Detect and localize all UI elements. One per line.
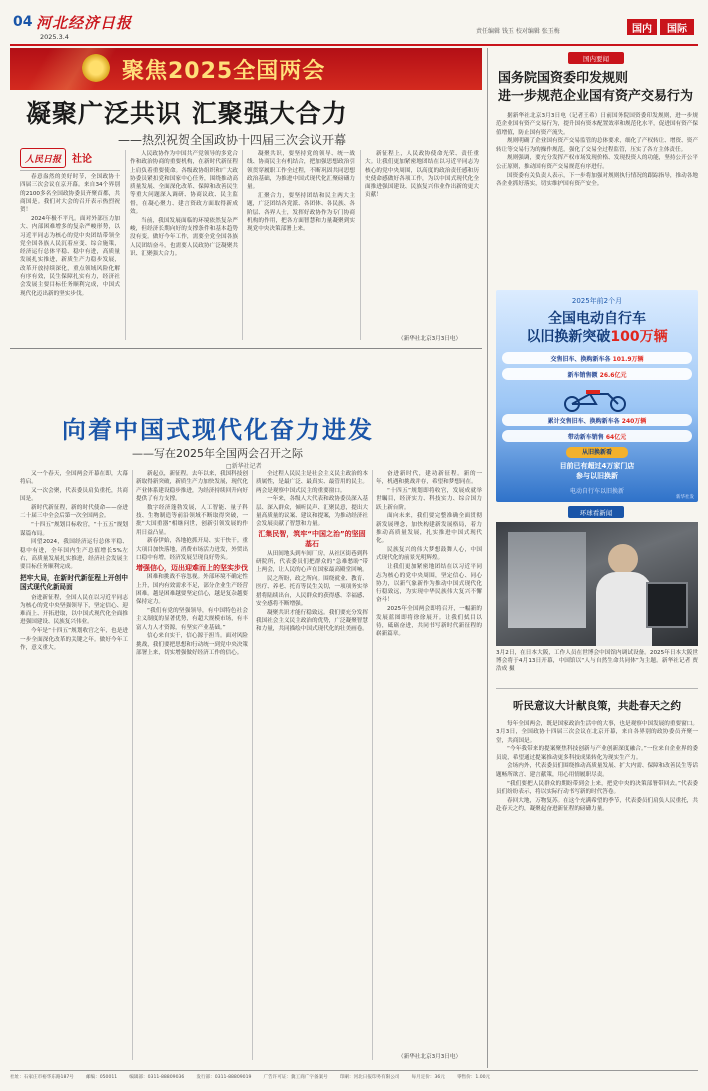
right-bottom-paragraph: 会场内外，代表委员们围绕推动高质量发展、扩大内需、保障和改善民生等话题畅所欲言、建言献策，用心用情履职尽责。 [496, 763, 698, 778]
footer-editorial-phone: 编辑部：0311-88809036 [129, 1075, 185, 1080]
lead-paragraph: 汇聚合力，要坚持团结和民主两大主题，广泛团结各党派、各团体、各民族、各阶层、各界人士，发挥好政协作为专门协商机构的作用，把各方面智慧和力量凝聚到实现党中央决策部署上来。 [247, 192, 355, 233]
feature-paragraph: 新时代新征程，新的时代使命——奋进二十届三中全会后第一次全国两会。 [20, 505, 128, 520]
column-divider [252, 470, 253, 1060]
photo-person-body-shape [596, 572, 652, 646]
lead-paragraph: 春意盎然的美好时节，全国政协十四届三次会议在京开幕。来自34个界别的2100多名全国政协委员齐聚首都，共商国是。我们对大会的召开表示热烈祝贺！ [20, 174, 120, 214]
feature-column-1 [20, 470, 128, 1062]
infographic-title-2 [496, 326, 698, 346]
right-top-paragraph: 规则明确了企业国有资产交易监管的总体要求，细化了产权转让、增资、资产转让等交易行为的操作规范，强化了交易全过程监管，压实了各方主体责任。 [496, 138, 698, 153]
feature-paragraph: 今年是“十四五”规划收官之年，也是进一步全面深化改革的关键之年。做好今年工作，意义重大。 [20, 628, 128, 651]
feature-paragraph: “我们有党的坚强领导，有中国特色社会主义制度的显著优势，有超大规模市场，有丰富人力人才资源，有坚实产业基础。” [136, 607, 248, 631]
feature-paragraph: 从田间地头到车间厂房，从社区街巷到科研院所，代表委员们把群众的“急难愁盼”带上两会，让人民的心声在国家最高殿堂回响。 [256, 550, 368, 574]
lead-column-3 [247, 150, 355, 343]
stat-label: 新车销售额 [567, 371, 598, 379]
feature-paragraph: 新起点，新征程。去年以来，我国科技创新取得新突破，新质生产力加快发展，现代化产业体系建设稳步推进，为经济持续回升向好提供了有力支撑。 [136, 471, 248, 502]
feature-paragraph: 让我们更加紧密地团结在以习近平同志为核心的党中央周围，坚定信心、同心协力，以新气象新作为推动中国式现代化行稳致远，为实现中华民族伟大复兴不懈奋斗！ [376, 564, 482, 604]
right-bottom-paragraph: “我们要把人民群众的期盼带到会上来，把党中央的决策部署带回去。”代表委员们纷纷表示，将以实际行动书写新的时代答卷。 [496, 780, 698, 795]
infographic-title-2-prefix: 以旧换新突破 [526, 329, 611, 345]
feature-paragraph: 信心来自实干，信心源于担当。面对风险挑战，我们要把思想和行动统一到党中央决策部署上来，切实增强做好经济工作的信心。 [136, 633, 248, 656]
right-top-body [496, 112, 698, 287]
peoples-daily-logo [20, 148, 66, 168]
stat-value: 240万辆 [621, 417, 647, 425]
banner-title: 聚焦2025全国两会 [122, 59, 326, 84]
feature-paragraph: 新春伊始，各地抢抓开局、实干快干。重大项目加快落地，消费市场活力迸发，外贸出口稳中有增，经济发展呈现良好势头。 [136, 538, 248, 561]
feature-paragraph: “十四五”规划即将收官，发展成就举世瞩目，经济实力、科技实力、综合国力跃上新台阶。 [376, 488, 482, 511]
right-top-paragraph: 规则强调，要充分发挥产权市场发现价格、发现投资人的功能，坚持公开公平公正原则，推动国有资产交易规范有序进行。 [496, 155, 698, 170]
right-top-tag-label: 国内要闻 [583, 54, 609, 63]
stat-label: 累计交售旧车、换购新车各 [547, 417, 620, 425]
column-label: 社论 [72, 154, 92, 165]
feature-paragraph: 奋进新征程，全国人民在以习近平同志为核心的党中央坚强领导下，坚定信心、迎难而上、开拓进取，以中国式现代化全面推进强国建设、民族复兴伟业。 [20, 594, 128, 626]
feature-byline: □新华社记者 [226, 463, 262, 470]
stat-value: 26.6亿元 [599, 371, 627, 379]
feature-paragraph: 一年来，各级人大代表和政协委员深入基层、深入群众，倾听民声、汇聚民意，提出大量高质量的议案、建议和提案，为推动经济社会发展贡献了智慧和力量。 [256, 496, 368, 528]
feature-column-3 [256, 470, 368, 1062]
feature-paragraph: “十四五”规划目标收官，“十五五”规划谋篇布局。 [20, 522, 128, 537]
right-bottom-paragraph: 每年全国两会，既是国家政治生活中的大事，也是观察中国发展的重要窗口。3月3日，全国政协十四届三次会议在北京开幕，来自各界别的政协委员齐聚一堂，共商国是。 [496, 721, 698, 744]
lead-column-2 [130, 150, 238, 343]
section-tab-international-label: 国际 [667, 23, 687, 35]
right-photo-tag [568, 506, 624, 518]
stat-value: 64亿元 [605, 433, 627, 441]
section-tab-domestic-label: 国内 [632, 23, 652, 35]
paper-name: 河北经济日报 [36, 14, 133, 32]
feature-paragraph: 民之所盼，政之所向。围绕就业、教育、医疗、养老、托育等民生关切，一项项务实举措将陆续出台，人民群众的获得感、幸福感、安全感将不断增强。 [256, 575, 368, 607]
expo-photo [496, 522, 698, 646]
issue-date: 2025.3.4 [40, 33, 69, 41]
stat-value: 101.9万辆 [612, 355, 644, 363]
photo-caption: 3月2日，在日本大阪，工作人员在世博会中国馆内调试设备。2025年日本大阪世博会将于4月13日开幕，中国馆以“人与自然生命共同体”为主题。新华社记者 贾浩成 摄 [496, 650, 698, 672]
feature-paragraph: 奋进新时代，建功新征程。新的一年，机遇和挑战并存，希望和梦想同在。 [376, 471, 482, 486]
footer-address: 社址：石家庄市裕华东路187号 [10, 1075, 74, 1080]
feature-subhead-red: 汇集民智，筑牢“中国之治”的坚固基石 [258, 530, 366, 549]
column-divider [125, 150, 126, 340]
trade-in-infographic [496, 290, 698, 502]
lead-paragraph: 凝聚共识，要坚持党的领导、统一战线、协商民主有机结合，把加强思想政治引领贯穿履职工作全过程，不断巩固共同思想政治基础，为推进中国式现代化汇聚磅礴力量。 [247, 151, 355, 191]
right-photo-tag-label: 环球看新闻 [579, 508, 613, 517]
infographic-title-1: 全国电动自行车 [548, 311, 646, 327]
right-column-divider [487, 48, 488, 1068]
infographic-credit: 新华社发 [676, 495, 694, 500]
right-top-tag [568, 52, 624, 64]
right-bottom-headline: 听民意议大计献良策，共赴春天之约 [513, 700, 681, 712]
feature-paragraph: 民族复兴的伟大梦想鼓舞人心，中国式现代化的前景光明辉煌。 [376, 547, 482, 562]
feature-paragraph: 数字经济蓬勃发展，人工智能、量子科技、生物制造等前沿领域不断取得突破，一批“大国重器”相继问世，创新引领发展的作用日益凸显。 [136, 504, 248, 536]
infographic-title-2-number: 100万辆 [610, 329, 668, 345]
column-divider [242, 150, 243, 340]
footer-printer: 印刷：河北日报印务有限公司 [339, 1075, 400, 1080]
lead-signature: （新华社北京3月3日电） [398, 336, 462, 342]
lead-headline: 凝聚广泛共识 汇聚强大合力 [26, 99, 348, 128]
lead-subheadline: ——热烈祝贺全国政协十四届三次会议开幕 [118, 133, 347, 147]
right-bottom-body [496, 720, 698, 1060]
logo-text: 人民日报 [24, 154, 61, 165]
feature-paragraph: 又一次会聚，代表委员肩负重托，共商国是。 [20, 488, 128, 503]
infographic-bottom-2: 参与以旧换新 [576, 472, 618, 480]
right-bottom-rule [496, 688, 698, 689]
feature-column-4 [376, 470, 482, 1050]
column-divider [372, 470, 373, 1060]
right-bottom-paragraph: “今年我带来的提案聚焦科技创新与产业创新深度融合。”一位来自企业界的委员说，希望通过提案推动更多科技成果转化为现实生产力。 [496, 746, 698, 761]
national-emblem-icon [82, 54, 110, 82]
feature-paragraph: 面向未来，我们要完整准确全面贯彻新发展理念，加快构建新发展格局，着力推动高质量发展，扎实推进中国式现代化。 [376, 513, 482, 545]
lead-rule [20, 170, 120, 171]
lead-paragraph: 人民政协作为中国共产党领导的多党合作和政治协商的重要机构，在新时代新征程上肩负着重要使命。各级政协组织和广大政协委员紧扣党和国家中心任务，围绕推动高质量发展、全面深化改革、保障和改善民生等重大问题深入调研、协商议政、民主监督，在凝心聚力、建言资政方面取得新成效。 [130, 151, 238, 216]
two-sessions-banner [10, 48, 482, 90]
lead-paragraph: 2024年极不平凡。面对外部压力加大、内部困难增多的复杂严峻形势，以习近平同志为核心的党中央团结带领全党全国各族人民沉着应变、综合施策，经济运行总体平稳、稳中有进，高质量发展扎实推进，新质生产力稳步发展，改革开放持续深化，重点领域风险化解有序有效，民生保障扎实有力，经济社会发展主要目标任务顺利完成，中国式现代化迈出新的坚实步伐。 [20, 215, 120, 297]
footer-postcode: 邮编：050011 [85, 1075, 118, 1080]
column-divider [132, 470, 133, 1060]
lead-column-4 [365, 150, 479, 334]
right-top-headline: 国务院国资委印发规则 进一步规范企业国有资产交易行为 [498, 71, 694, 104]
feature-subhead: 把牢大局，在新时代新征程上开创中国式现代化新局面 [20, 573, 128, 591]
page-number: 04 [13, 14, 33, 30]
lead-column-1 [20, 173, 120, 343]
stat-row [502, 430, 692, 442]
ebike-icon [556, 386, 636, 412]
editors-line: 责任编辑 钱玉 校对编辑 张玉梅 [476, 28, 560, 35]
feature-column-2 [136, 470, 248, 1062]
right-bottom-paragraph: 春回大地，万物复苏。在这个充满希望的季节，代表委员们肩负人民重托，共赴春天之约，凝聚起奋进新征程的磅礴力量。 [496, 797, 698, 812]
lead-paragraph: 新征程上，人民政协使命光荣、责任重大。让我们更加紧密地团结在以习近平同志为核心的党中央周围，以高度的政治责任感和历史使命感做好各项工作，为以中国式现代化全面推进强国建设、民族复兴伟业作出新的更大贡献！ [365, 151, 479, 199]
footer-ad-license: 广告许可证：冀工商广字备案号 [263, 1075, 328, 1080]
infographic-link-label: 从旧换新看 [566, 447, 628, 458]
photo-person-shape [608, 544, 638, 574]
feature-paragraph: 困难和挑战不容忽视。外部环境不确定性上升，国内有效需求不足，部分企业生产经营困难。越是困难越要坚定信心，越是复杂越要保持定力。 [136, 574, 248, 606]
section-divider [10, 348, 482, 349]
masthead-rule [10, 44, 698, 46]
feature-paragraph: 全过程人民民主是社会主义民主政治的本质属性，是最广泛、最真实、最管用的民主。两会是观察中国式民主的重要窗口。 [256, 471, 368, 494]
right-top-paragraph: 国资委有关负责人表示，下一步将加强对规则执行情况的跟踪指导，推动各地各企业抓好落实，切实维护国有资产安全。 [496, 172, 698, 187]
feature-subhead-red: 增强信心，迈出迎难而上的坚实步伐 [136, 563, 248, 572]
stat-row [502, 414, 692, 426]
infographic-foot: 电动自行车以旧换新 [569, 488, 624, 495]
column-divider [360, 150, 361, 340]
section-tab-international [660, 19, 694, 35]
masthead [0, 0, 708, 46]
stat-row [502, 368, 692, 380]
lead-paragraph: 当前，我国发展面临的环境依然复杂严峻，但经济长期向好的支撑条件和基本趋势没有变。做好今年工作，需要全党全国各族人民团结奋斗，也需要人民政协广泛凝聚共识、汇聚强大合力。 [130, 217, 238, 258]
feature-paragraph: 又一个春天，全国两会开幕在即，大幕将启。 [20, 471, 128, 486]
feature-headline: 向着中国式现代化奋力进发 [62, 415, 374, 444]
section-tab-domestic [627, 19, 657, 35]
infographic-bottom-1: 目前已有超过4万家门店 [559, 462, 635, 470]
feature-paragraph: 凝聚共识才能行稳致远。我们要充分发挥我国社会主义民主政治的优势，广泛凝聚智慧和力量，共同描绘中国式现代化的壮美画卷。 [256, 609, 368, 633]
infographic-year-line: 2025年前2个月 [571, 297, 623, 305]
feature-signature: （新华社北京3月3日电） [398, 1054, 462, 1060]
stat-label: 带动新车销售 [567, 433, 604, 441]
feature-paragraph: 2025年全国两会即将召开，一幅新的发展蓝图即将徐徐展开。让我们拭目以待，砥砺奋进，共同书写新时代新征程的崭新篇章。 [376, 606, 482, 638]
feature-paragraph: 回望2024，我国经济运行总体平稳、稳中有进，全年国内生产总值增长5%左右，高质量发展扎实推进，经济社会发展主要目标任务顺利完成。 [20, 539, 128, 571]
stat-label: 交售旧车、换购新车各 [550, 355, 611, 363]
footer-bar [10, 1070, 698, 1083]
feature-subheadline: ——写在2025年全国两会召开之际 [132, 447, 303, 460]
footer-retail-price: 零售价：1.00元 [456, 1075, 491, 1080]
photo-screen-shape [508, 532, 586, 628]
footer-monthly-price: 每月定价：36元 [411, 1075, 445, 1080]
photo-device-shape [646, 582, 688, 628]
ebike-illustration [556, 386, 636, 412]
right-top-paragraph: 据新华社北京3月3日电（记者王希）日前国务院国资委印发规则，进一步规范企业国有资产交易行为，提升国有资本配置效率和规范化水平，促进国有资产保值增值，防止国有资产流失。 [496, 113, 698, 136]
footer-distribution-phone: 发行部：0311-88809019 [196, 1075, 252, 1080]
stat-row [502, 352, 692, 364]
